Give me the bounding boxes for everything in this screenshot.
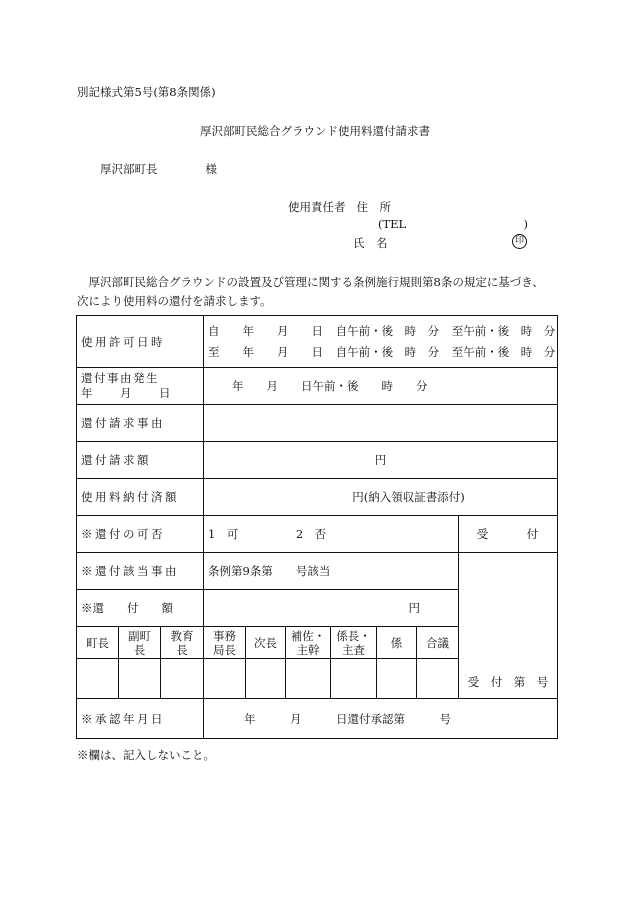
statement-line-2: 次により使用料の還付を請求します。 [77,294,272,308]
stamp-cell[interactable] [161,659,204,699]
approval-label: ※還付の可否 [77,516,204,553]
occurrence-label-line-1: 還付事由発生 [81,371,159,385]
applicant-address-row [288,199,391,215]
approver-staff: 係 [377,627,417,659]
seal-mark: 印 [512,234,527,249]
approver-assistant: 補佐・ 主幹 [286,627,331,659]
receipt-label: 受 付 [459,516,558,553]
statement-line-1: 厚沢部町民総合グラウンドの設置及び管理に関する条例施行規則第8条の規定に基づき、 [88,275,544,289]
form-number: 別記様式第5号(第8条関係) [77,85,216,99]
stamp-cell[interactable] [331,659,377,699]
footnote: ※欄は、記入しないこと。 [77,748,215,762]
paid-label: 使用料納付済額 [77,479,204,516]
approver-bureau-chief: 事務 局長 [204,627,246,659]
document-title: 厚沢部町民総合グラウンド使用料還付請求書 [200,124,430,138]
basis-value[interactable]: 条例第9条第 号該当 [204,553,459,590]
permit-to: 至 年 月 日 自午前・後 時 分 至午前・後 時 分 [208,344,556,359]
reason-label: 還付請求事由 [77,405,204,442]
stamp-cell[interactable] [204,659,246,699]
stamp-cell[interactable] [77,659,119,699]
permit-date-label: 使用許可日時 [77,316,204,368]
refund-label: ※還 付 額 [77,590,204,627]
permit-date-cell[interactable] [204,316,558,368]
name-label: 氏 名 [353,236,388,250]
request-statement [77,273,562,311]
refund-request-table [76,315,558,739]
responsible-label: 使用責任者 [288,200,346,214]
approver-deputy-director: 次長 [246,627,286,659]
receipt-number: 受 付 第 号 [459,553,558,699]
stamp-cell[interactable] [246,659,286,699]
approval-date-label: ※承認年月日 [77,699,204,739]
addressee-suffix: 様 [205,162,217,176]
stamp-cell[interactable] [377,659,417,699]
tel-close: ) [523,217,528,231]
permit-from: 自 年 月 日 自午前・後 時 分 至午前・後 時 分 [208,323,556,338]
addressee-name: 厚沢部町長 [100,162,158,176]
approval-value[interactable]: 1 可 2 否 [204,516,459,553]
stamp-cell[interactable] [417,659,459,699]
paid-value[interactable]: 円(納入領収証書添付) [204,479,558,516]
approver-deputy-mayor: 副町 長 [119,627,161,659]
approver-mayor: 町長 [77,627,119,659]
approver-consultation: 合議 [417,627,459,659]
occurrence-value[interactable]: 年 月 日午前・後 時 分 [204,368,558,405]
stamp-cell[interactable] [286,659,331,699]
addressee [100,161,217,177]
amount-value[interactable]: 円 [204,442,558,479]
occurrence-label [77,368,204,405]
tel-label: (TEL [378,217,407,231]
approval-date-value[interactable]: 年 月 日還付承認第 号 [204,699,558,739]
occurrence-label-line-2: 年 月 日 [81,386,172,400]
approver-superintendent: 教育 長 [161,627,204,659]
amount-label: 還付請求額 [77,442,204,479]
reason-value[interactable] [204,405,558,442]
refund-value[interactable]: 円 [204,590,459,627]
address-label: 住 所 [356,200,391,214]
basis-label: ※還付該当事由 [77,553,204,590]
approver-section-chief: 係長・ 主査 [331,627,377,659]
stamp-cell[interactable] [119,659,161,699]
